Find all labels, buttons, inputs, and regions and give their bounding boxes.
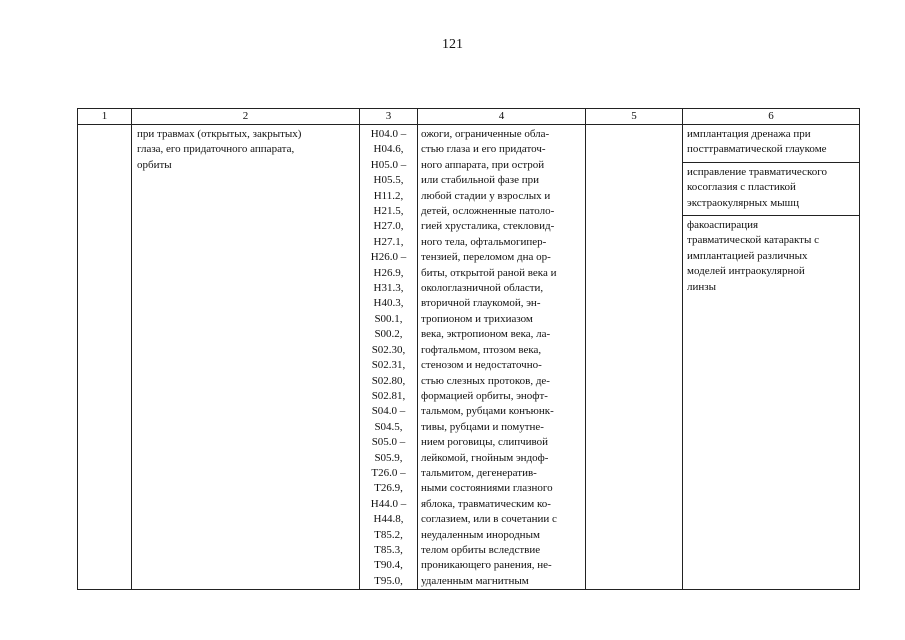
medical-care-table [77, 108, 860, 590]
diagnosis-line: при травмах (открытых, закрытых) [137, 128, 302, 140]
header-col-6: 6 [683, 109, 860, 125]
patient-model-line: стенозом и недостаточно- [421, 359, 542, 372]
patient-model-line: любой стадии у взрослых и [421, 189, 551, 202]
icd-code: H11.2, [373, 189, 404, 202]
treatment-line: моделей интраокулярной [687, 265, 805, 278]
patient-model-line: вторичной глаукомой, эн- [421, 297, 541, 310]
patient-model-line: проникающего ранения, не- [421, 559, 552, 572]
patient-model-line: соглазием, или в сочетании с [421, 513, 557, 526]
diagnosis-line: глаза, его придаточного аппарата, [137, 143, 295, 156]
cell-icd-codes [360, 125, 418, 590]
header-row [78, 109, 860, 125]
patient-model-line: детей, осложненные патоло- [421, 205, 555, 218]
icd-code: H26.0 – [370, 251, 407, 264]
icd-code: T95.0, [374, 574, 403, 587]
treatment-method [683, 163, 859, 216]
patient-model-line: яблока, травматическим ко- [421, 497, 551, 510]
patient-model-line: стью слезных протоков, де- [421, 374, 550, 387]
header-col-3: 3 [360, 109, 418, 125]
header-col-2: 2 [132, 109, 360, 125]
treatment-method [683, 216, 859, 299]
icd-code: T26.9, [374, 482, 403, 495]
treatment-line: исправление травматического [687, 165, 827, 178]
patient-model-line: удаленным магнитным [421, 574, 529, 587]
icd-code: S02.81, [371, 389, 406, 402]
icd-code: H27.1, [373, 235, 404, 248]
icd-code: H44.0 – [370, 497, 407, 510]
treatment-line: имплантация дренажа при [687, 128, 811, 140]
cell-treatment-methods [683, 125, 860, 590]
icd-code: S02.80, [371, 374, 406, 387]
treatment-line: линзы [687, 280, 716, 293]
icd-code: S04.0 – [371, 405, 406, 418]
patient-model-line: окологлазничной области, [421, 282, 544, 295]
patient-model-line: ожоги, ограниченные обла- [421, 128, 550, 140]
patient-model-line: тивы, рубцами и помутне- [421, 420, 544, 433]
icd-code: H40.3, [373, 297, 404, 310]
icd-code: T85.2, [374, 528, 403, 541]
treatment-line: косоглазия с пластикой [687, 181, 796, 194]
diagnosis-line: орбиты [137, 158, 172, 171]
icd-code: S02.31, [371, 359, 406, 372]
icd-code: T85.3, [374, 543, 403, 556]
patient-model-line: тропионом и трихиазом [421, 312, 533, 325]
patient-model-line: ными состояниями глазного [421, 482, 553, 495]
treatment-line: травматической катаракты с [687, 234, 820, 247]
patient-model-line: тальмитом, дегенератив- [421, 466, 537, 479]
patient-model-line: нием роговицы, слипчивой [421, 436, 549, 449]
icd-code: H26.9, [373, 266, 404, 279]
patient-model-line: тальмом, рубцами конъюнк- [421, 405, 554, 418]
icd-code: S00.2, [374, 328, 403, 341]
patient-model-line: телом орбиты вследствие [421, 543, 541, 556]
header-col-4: 4 [418, 109, 586, 125]
patient-model-line: или стабильной фазе при [421, 174, 539, 187]
patient-model-line: века, эктропионом века, ла- [421, 328, 551, 341]
icd-code: H21.5, [373, 205, 404, 218]
icd-code: S04.5, [374, 420, 403, 433]
cell-treatment-type [586, 125, 683, 590]
patient-model-line: неудаленным инородным [421, 528, 540, 541]
icd-code: H04.6, [373, 143, 404, 156]
header-col-1: 1 [78, 109, 132, 125]
page-number: 121 [442, 37, 463, 52]
patient-model-line: ного аппарата, при острой [421, 158, 545, 171]
icd-code: S05.9, [374, 451, 403, 464]
patient-model-line: стью глаза и его придаточ- [421, 143, 546, 156]
treatment-line: имплантацией различных [687, 249, 808, 262]
patient-model-line: биты, открытой раной века и [421, 266, 557, 279]
icd-code: S02.30, [371, 343, 406, 356]
icd-code: T90.4, [374, 559, 403, 572]
patient-model-line: тензией, переломом дна ор- [421, 251, 551, 264]
cell-diagnosis-group [132, 125, 360, 590]
treatment-line: экстраокулярных мышц [687, 196, 799, 209]
patient-model-line: гофтальмом, птозом века, [421, 343, 542, 356]
icd-code: H31.3, [373, 282, 404, 295]
icd-code: H04.0 – [370, 128, 407, 140]
icd-code: H44.8, [373, 513, 404, 526]
patient-model-line: формацией орбиты, энофт- [421, 389, 548, 402]
patient-model-line: ного тела, офтальмогипер- [421, 235, 547, 248]
icd-code: H05.5, [373, 174, 404, 187]
header-col-5: 5 [586, 109, 683, 125]
treatment-method [683, 125, 859, 163]
icd-code: H05.0 – [370, 158, 407, 171]
treatment-line: факоаспирация [687, 219, 759, 232]
patient-model-line: гией хрусталика, стекловид- [421, 220, 555, 233]
icd-code: S05.0 – [371, 436, 406, 449]
cell-patient-model [418, 125, 586, 590]
icd-code: S00.1, [374, 312, 403, 325]
table-row [78, 125, 860, 590]
treatment-line: посттравматической глаукоме [687, 143, 827, 156]
patient-model-line: лейкомой, гнойным эндоф- [421, 451, 549, 464]
icd-code: H27.0, [373, 220, 404, 233]
icd-code: T26.0 – [371, 466, 406, 479]
cell-number [78, 125, 132, 590]
